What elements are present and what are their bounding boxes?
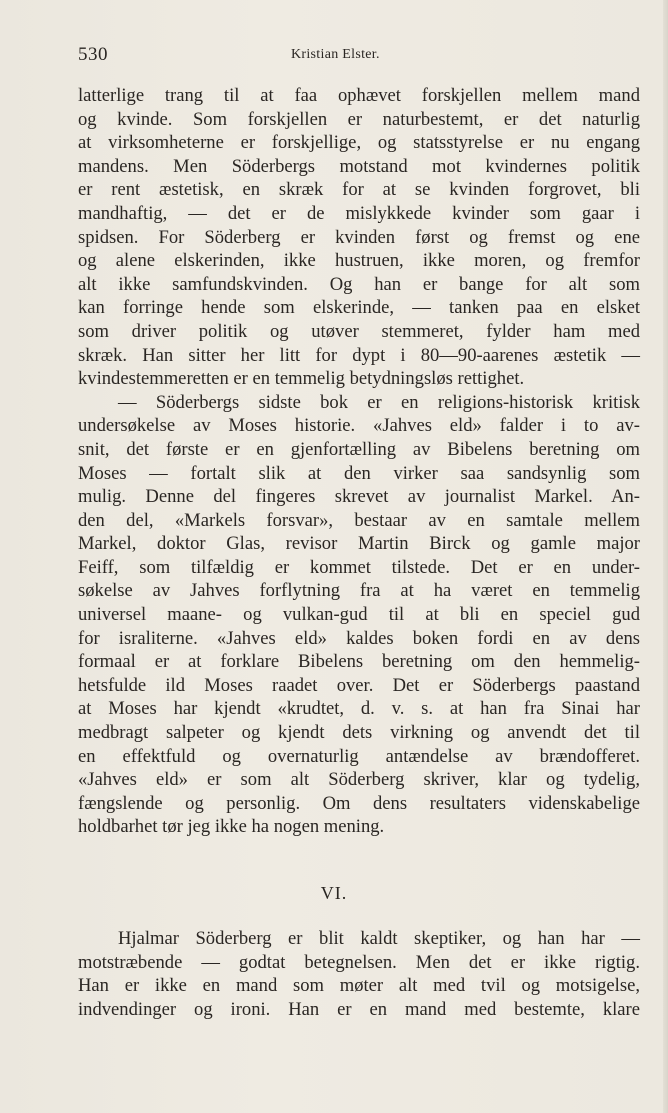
text-line: — Söderbergs sidste bok er en religions-historisk kritisk bbox=[118, 391, 640, 413]
text-line: Hjalmar Söderberg er blit kaldt skeptiker, og han har — bbox=[118, 928, 640, 949]
text-line: Markel, doktor Glas, revisor Martin Birck og gamle major bbox=[78, 533, 640, 555]
page-number: 530 bbox=[78, 44, 108, 65]
text-line: alt ikke samfundskvinden. Og han er bange for alt som bbox=[78, 273, 640, 295]
page-header bbox=[78, 44, 638, 68]
text-line: mulig. Denne del fingeres skrevet av journalist Markel. An- bbox=[78, 486, 640, 508]
running-head: Kristian Elster. bbox=[291, 47, 380, 62]
body-text bbox=[78, 84, 640, 839]
text-line: at Moses har kjendt «krudtet, d. v. s. at han fra Sinai har bbox=[78, 698, 640, 720]
body-text bbox=[78, 927, 640, 1021]
text-line: holdbarhet tør jeg ikke ha nogen mening. bbox=[78, 816, 385, 838]
section-heading: VI. bbox=[320, 883, 348, 903]
text-line: og alene elskerinden, ikke hustruen, ikke moren, og fremfor bbox=[78, 250, 640, 272]
page-edge bbox=[663, 0, 668, 1113]
text-line: Han er ikke en mand som møter alt med tvil og motsigelse, bbox=[78, 975, 640, 997]
text-line: latterlige trang til at faa ophævet forskjellen mellem mand bbox=[78, 85, 640, 106]
text-line: skræk. Han sitter her litt for dypt i 80—90-aarenes æstetik — bbox=[78, 344, 640, 366]
text-line: kvindestemmeretten er en temmelig betydningsløs rettighet. bbox=[78, 368, 525, 390]
text-line: undersøkelse av Moses historie. «Jahves eld» falder i to av- bbox=[78, 415, 640, 437]
text-line: formaal er at forklare Bibelens beretning om den hemmelig- bbox=[78, 651, 640, 673]
text-line: hetsfulde ild Moses raadet over. Det er Söderbergs paastand bbox=[78, 674, 640, 696]
text-line: spidsen. For Söderberg er kvinden først og fremst og ene bbox=[78, 226, 640, 248]
text-line: at virksomheterne er forskjellige, og statsstyrelse er nu engang bbox=[78, 132, 640, 154]
text-line: en effektfuld og overnaturlig antændelse av brændofferet. bbox=[78, 745, 640, 767]
text-line: universel maane- og vulkan-gud til at bli en speciel gud bbox=[78, 604, 640, 626]
text-line: den del, «Markels forsvar», bestaar av en samtale mellem bbox=[78, 509, 640, 531]
text-line: fængslende og personlig. Om dens resultaters videnskabelige bbox=[78, 792, 640, 814]
text-line: kan forringe hende som elskerinde, — tanken paa en elsket bbox=[78, 297, 640, 319]
text-line: snit, det første er en gjenfortælling av Bibelens beretning om bbox=[78, 438, 640, 460]
text-line: indvendinger og ironi. Han er en mand med bestemte, klare bbox=[78, 998, 640, 1020]
text-line: Feiff, som tilfældig er kommet tilstede. Det er en under- bbox=[78, 556, 640, 578]
text-line: «Jahves eld» er som alt Söderberg skriver, klar og tydelig, bbox=[78, 769, 640, 791]
text-line: medbragt salpeter og kjendt dets virkning og anvendt det til bbox=[78, 722, 640, 744]
text-line: for israliterne. «Jahves eld» kaldes boken fordi en av dens bbox=[78, 627, 640, 649]
text-line: motstræbende — godtat betegnelsen. Men det er ikke rigtig. bbox=[78, 951, 640, 973]
text-line: mandens. Men Söderbergs motstand mot kvindernes politik bbox=[78, 155, 640, 177]
text-line: som driver politik og utøver stemmeret, fylder ham med bbox=[78, 320, 640, 342]
text-line: søkelse av Jahves forflytning fra at ha været en temmelig bbox=[78, 580, 640, 602]
text-line: er rent æstetisk, en skræk for at se kvinden forgrovet, bli bbox=[78, 179, 640, 201]
text-line: Moses — fortalt slik at den virker saa sandsynlig som bbox=[78, 462, 640, 484]
text-line: mandhaftig, — det er de mislykkede kvinder som gaar i bbox=[78, 202, 640, 224]
text-line: og kvinde. Som forskjellen er naturbestemt, er det naturlig bbox=[78, 108, 640, 130]
